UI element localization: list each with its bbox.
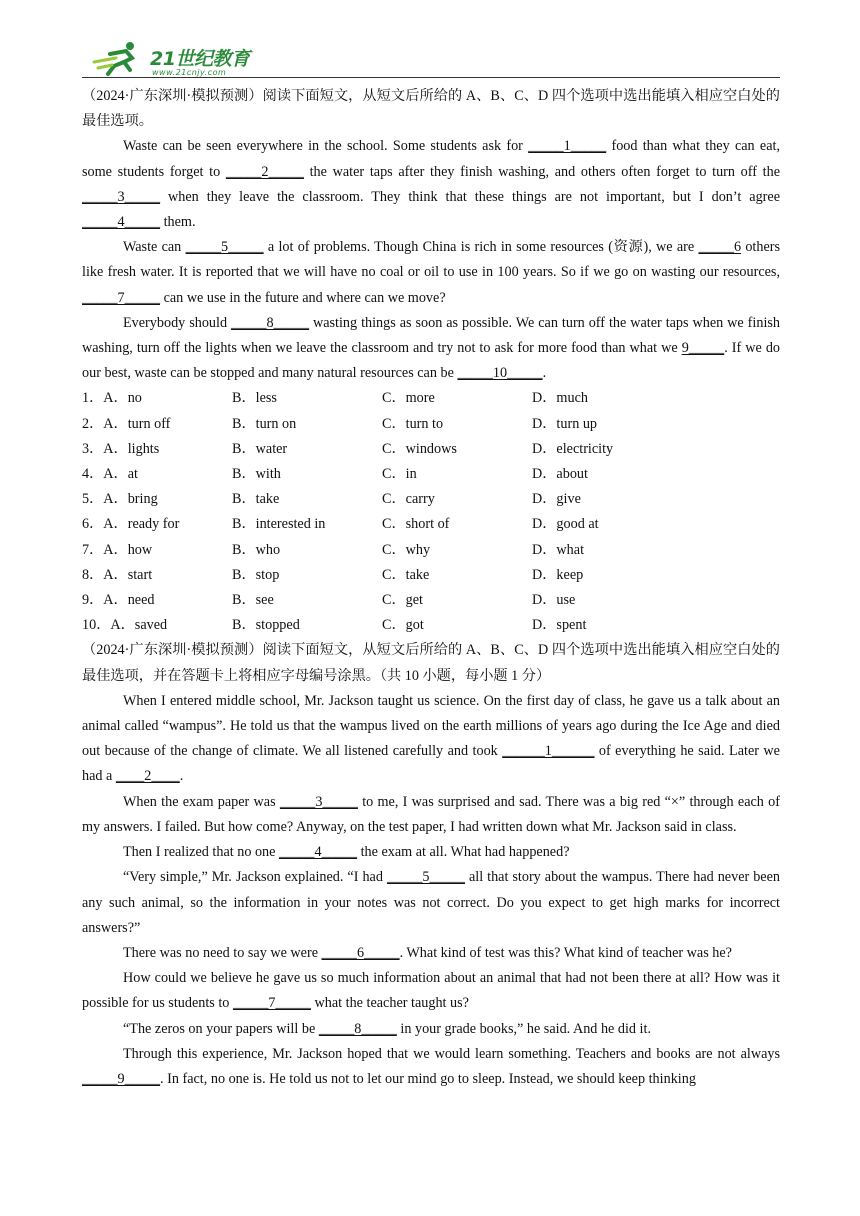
option-choice: 5．A．bring — [82, 491, 158, 508]
header-divider — [82, 77, 780, 78]
runner-logo-icon — [90, 40, 150, 76]
passage-paragraph — [82, 689, 780, 790]
option-choice: D．electricity — [532, 440, 614, 457]
passage-paragraph — [82, 134, 780, 235]
option-choice: C．turn to — [382, 415, 444, 432]
passage-text: food than what they can eat, some students forget to — [82, 138, 780, 180]
option-choice: 10．A．saved — [82, 617, 168, 634]
passage-text: There was no need to say we were — [123, 944, 322, 961]
answer-blank: _____10_____ — [457, 365, 543, 382]
section1-intro: （2024·广东深圳·模拟预测）阅读下面短文，从短文后所给的 A、B、C、D 四个选项中选出能填入相应空白处的最佳选项。 — [82, 88, 780, 130]
answer-blank: _____6 — [698, 239, 742, 256]
passage-text: When I entered middle school, Mr. Jackson taught us science. On the first day of class, he gave us a talk about an animal called “wampus”. He told us that the wampus lived on the earth millions of years ago during the Ice Age and died out because of the change of climate. We all listened carefully and took — [82, 692, 780, 760]
option-choice: 7．A．how — [82, 541, 153, 558]
option-row — [82, 462, 780, 487]
option-choice: C．short of — [382, 516, 450, 533]
passage-text: a lot of problems. Though China is rich in some resources (资源), we are — [263, 239, 699, 256]
passage-text: the exam at all. What had happened? — [357, 844, 570, 861]
passage-text: what the teacher taught us? — [310, 995, 469, 1012]
passage-paragraph — [82, 311, 780, 387]
option-row — [82, 386, 780, 411]
passage-paragraph — [82, 790, 780, 840]
section2-intro: （2024·广东深圳·模拟预测）阅读下面短文，从短文后所给的 A、B、C、D 四个选项中选出能填入相应空白处的最佳选项，并在答题卡上将相应字母编号涂黑。（共 10 小题，每小题 1 分） — [82, 642, 780, 684]
page-header — [82, 40, 780, 80]
option-choice: B．less — [232, 390, 277, 407]
answer-blank: _____5_____ — [386, 869, 465, 886]
answer-blank: _____3_____ — [82, 188, 161, 205]
answer-blank: _____6_____ — [321, 944, 400, 961]
logo-text: 21世纪教育 — [150, 48, 250, 70]
logo-url: www.21cnjy.com — [152, 68, 227, 77]
passage-text: all that story about the wampus. There had never been any such animal, so the information in your notes was not correct. Do you expect to get high marks for incorrect answers?” — [82, 869, 780, 936]
option-choice: D．about — [532, 466, 588, 483]
option-row — [82, 563, 780, 588]
passage-text: when they leave the classroom. They think that these things are not important, but I don’t agree — [160, 188, 780, 205]
answer-blank: ____2____ — [115, 768, 180, 785]
passage-text: to me, I was surprised and sad. There was a big red “×” through each of my answers. I failed. But how come? Anyway, on the test paper, I had written down what Mr. Jackson said in class. — [82, 793, 780, 835]
answer-blank: _____2_____ — [225, 163, 304, 180]
option-choice: B．take — [232, 491, 280, 508]
option-choice: C．got — [382, 617, 424, 634]
passage-text: Everybody should — [123, 314, 231, 331]
option-choice: D．turn up — [532, 415, 598, 432]
option-choice: B．turn on — [232, 415, 297, 432]
passage-text: . — [179, 768, 184, 785]
answer-blank: _____8_____ — [318, 1020, 397, 1037]
section2-passage — [82, 689, 780, 1092]
answer-blank: _____8_____ — [231, 314, 310, 331]
answer-blank: _____4_____ — [82, 214, 161, 231]
passage-paragraph — [82, 941, 780, 966]
passage-paragraph — [82, 840, 780, 865]
option-choice: B．see — [232, 592, 274, 609]
option-choice: D．good at — [532, 516, 599, 533]
option-row — [82, 412, 780, 437]
option-choice: D．spent — [532, 617, 587, 634]
passage-text: Then I realized that no one — [123, 844, 279, 861]
answer-blank: _____1_____ — [528, 138, 607, 155]
passage-text: . What kind of test was this? What kind of teacher was he? — [399, 944, 732, 961]
answer-blank: _____3_____ — [279, 793, 358, 810]
passage-text: wasting things as soon as possible. We can turn off the water taps when we finish washing, turn off the lights when we leave the classroom and try not to ask for more food than what we — [82, 314, 780, 357]
option-choice: 6．A．ready for — [82, 516, 180, 533]
option-row — [82, 588, 780, 613]
passage-text: How could we believe he gave us so much information about an animal that had not been there at all? How was it possible for us students to — [82, 970, 780, 1012]
passage-text: of everything he said. Later we had a — [82, 743, 780, 785]
section1-options-table — [82, 386, 780, 638]
passage-text: Waste can be seen everywhere in the school. Some students ask for — [123, 138, 529, 155]
document-body — [82, 84, 780, 1092]
option-choice: C．take — [382, 566, 430, 583]
option-choice: C．more — [382, 390, 435, 407]
option-row — [82, 613, 780, 638]
option-row — [82, 512, 780, 537]
answer-blank: _____5_____ — [185, 239, 264, 256]
passage-text: Waste can — [123, 239, 186, 256]
option-choice: 3．A．lights — [82, 440, 160, 457]
option-choice: D．much — [532, 390, 588, 407]
answer-blank: 9_____ — [681, 340, 725, 357]
option-choice: B．stop — [232, 566, 280, 583]
passage-paragraph — [82, 1017, 780, 1042]
option-choice: B．water — [232, 440, 288, 457]
option-choice: C．why — [382, 541, 431, 558]
passage-text: Through this experience, Mr. Jackson hoped that we would learn something. Teachers and books are not always — [123, 1045, 780, 1062]
option-choice: C．carry — [382, 491, 435, 508]
passage-text: When the exam paper was — [123, 793, 280, 810]
passage-text: them. — [160, 214, 196, 231]
passage-paragraph — [82, 235, 780, 311]
answer-blank: _____4_____ — [279, 844, 358, 861]
option-choice: B．who — [232, 541, 281, 558]
passage-text: the water taps after they finish washing, and others often forget to turn off the — [303, 163, 780, 180]
passage-text: others like fresh water. It is reported that we will have no coal or oil to use in 100 years. So if we go on wasting our resources, — [82, 239, 780, 281]
passage-text: in your grade books,” he said. And he did it. — [396, 1020, 651, 1037]
option-choice: D．what — [532, 541, 585, 558]
answer-blank: _____7_____ — [232, 995, 311, 1012]
option-choice: D．keep — [532, 566, 584, 583]
option-choice: C．in — [382, 466, 417, 483]
option-choice: 8．A．start — [82, 566, 153, 583]
option-choice: 4．A．at — [82, 466, 138, 483]
option-choice: 1．A．no — [82, 390, 142, 407]
passage-text: “The zeros on your papers will be — [123, 1020, 319, 1037]
passage-text: . — [542, 365, 547, 382]
option-choice: B．stopped — [232, 617, 300, 634]
option-choice: B．with — [232, 466, 281, 483]
passage-text: “Very simple,” Mr. Jackson explained. “I had — [123, 869, 387, 886]
option-row — [82, 487, 780, 512]
passage-text: can we use in the future and where can we move? — [160, 289, 446, 306]
passage-text: . If we do our best, waste can be stopped and many natural resources can be — [82, 340, 781, 382]
option-choice: C．windows — [382, 440, 457, 457]
section1-passage — [82, 134, 780, 386]
option-choice: B．interested in — [232, 516, 326, 533]
option-choice: D．give — [532, 491, 581, 508]
passage-text: . In fact, no one is. He told us not to let our mind go to sleep. Instead, we should keep thinking — [160, 1070, 696, 1087]
option-choice: 9．A．need — [82, 592, 155, 609]
answer-blank: _____7_____ — [82, 289, 161, 306]
option-choice: 2．A．turn off — [82, 415, 171, 432]
option-choice: C．get — [382, 592, 423, 609]
answer-blank: _____9_____ — [82, 1070, 161, 1087]
option-row — [82, 538, 780, 563]
option-choice: D．use — [532, 592, 576, 609]
passage-paragraph — [82, 1042, 780, 1092]
answer-blank: ______1______ — [502, 743, 595, 760]
option-row — [82, 437, 780, 462]
logo — [90, 40, 260, 80]
passage-paragraph — [82, 865, 780, 941]
passage-paragraph — [82, 966, 780, 1016]
